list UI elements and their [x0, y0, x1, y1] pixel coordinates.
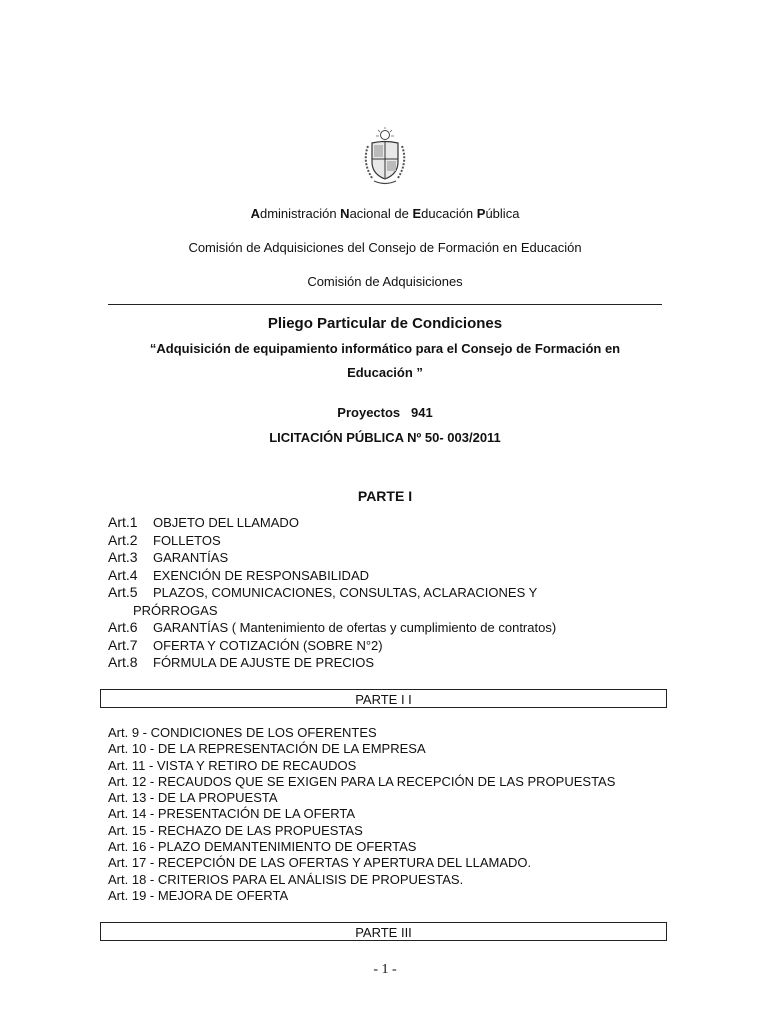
page-number: - 1 -	[373, 962, 397, 977]
toc-item-label: OFERTA Y COTIZACIÓN (SOBRE N°2)	[153, 637, 383, 653]
toc-item-number: Art.3	[108, 549, 138, 565]
toc-item-label: FÓRMULA DE AJUSTE DE PRECIOS	[153, 655, 375, 670]
parte-1-heading: PARTE I	[357, 488, 413, 504]
toc-item-continuation	[108, 602, 668, 620]
toc-item: Art. 18 - CRITERIOS PARA EL ANÁLISIS DE PROPUESTAS.	[108, 871, 464, 887]
commission-council: Comisión de Adquisiciones del Consejo de Formación en Educación	[188, 240, 582, 255]
projects-line: Proyectos 941	[337, 405, 433, 420]
toc-item	[108, 549, 668, 567]
toc-item-label: PLAZOS, COMUNICACIONES, CONSULTAS, ACLARACIONES Y	[153, 585, 538, 600]
parte-1-toc	[108, 514, 668, 672]
doc-subtitle-line2: Educación ”	[347, 365, 423, 380]
toc-item-label: GARANTÍAS	[153, 550, 229, 565]
org-name-part: Pública	[476, 206, 520, 221]
toc-item-label: GARANTÍAS ( Mantenimiento de ofertas y cumplimiento de contratos)	[153, 620, 557, 635]
toc-item	[108, 514, 668, 532]
toc-item	[108, 567, 668, 585]
toc-item	[108, 637, 668, 655]
toc-item: Art. 14 - PRESENTACIÓN DE LA OFERTA	[108, 806, 356, 822]
toc-item: Art. 15 - RECHAZO DE LAS PROPUESTAS	[108, 822, 363, 838]
toc-item: Art. 17 - RECEPCIÓN DE LAS OFERTAS Y APERTURA DEL LLAMADO.	[108, 855, 532, 871]
toc-item: Art. 10 - DE LA REPRESENTACIÓN DE LA EMPRESA	[108, 741, 426, 757]
toc-item	[108, 584, 668, 602]
toc-item-number: Art.7	[108, 636, 138, 653]
toc-item-number: Art.4	[108, 566, 138, 583]
toc-item: Art. 16 - PLAZO DEMANTENIMIENTO DE OFERTAS	[108, 839, 417, 855]
org-name-part: Educación	[412, 206, 477, 221]
parte-3-heading-box: PARTE III	[100, 922, 667, 941]
toc-item-number: Art.2	[108, 531, 138, 548]
toc-item: Art. 11 - VISTA Y RETIRO DE RECAUDOS	[108, 757, 357, 773]
toc-item-number: Art.1	[108, 514, 138, 530]
commission-acquisitions: Comisión de Adquisiciones	[307, 274, 463, 289]
toc-item-number: Art.5	[108, 584, 138, 600]
toc-item-label: FOLLETOS	[153, 532, 221, 548]
toc-item: Art. 13 - DE LA PROPUESTA	[108, 790, 278, 806]
toc-item-number: Art.6	[108, 619, 138, 635]
toc-item: Art. 9 - CONDICIONES DE LOS OFERENTES	[108, 725, 377, 740]
toc-item	[108, 532, 668, 550]
header-divider	[108, 304, 662, 305]
parte-2-heading-box: PARTE I I	[100, 689, 667, 708]
toc-item: Art. 12 - RECAUDOS QUE SE EXIGEN PARA LA RECEPCIÓN DE LAS PROPUESTAS	[108, 773, 616, 789]
org-name-part: Nacional de	[340, 206, 413, 221]
toc-item-label: OBJETO DEL LLAMADO	[153, 515, 299, 530]
toc-item	[108, 654, 668, 672]
toc-item-label: EXENCIÓN DE RESPONSABILIDAD	[153, 567, 369, 583]
doc-title: Pliego Particular de Condiciones	[267, 315, 503, 332]
coat-of-arms-seal	[358, 126, 412, 188]
licitacion-line: LICITACIÓN PÚBLICA Nº 50- 003/2011	[269, 430, 501, 445]
parte-2-toc	[108, 725, 688, 904]
org-name-part: Administración	[250, 206, 341, 221]
toc-item: Art. 19 - MEJORA DE OFERTA	[108, 887, 289, 903]
toc-item	[108, 619, 668, 637]
toc-item-label: PRÓRROGAS	[133, 602, 218, 618]
org-name	[0, 206, 770, 221]
doc-subtitle-line1: “Adquisición de equipamiento informático para el Consejo de Formación en	[149, 341, 621, 356]
toc-item-number: Art.8	[108, 654, 138, 670]
